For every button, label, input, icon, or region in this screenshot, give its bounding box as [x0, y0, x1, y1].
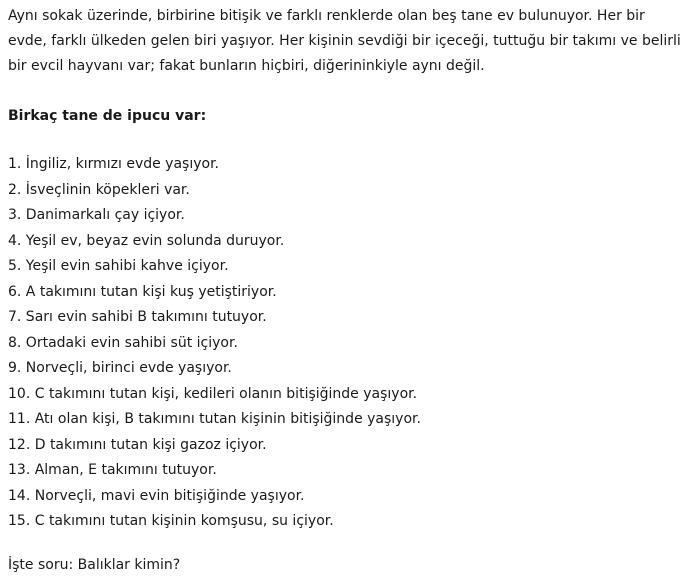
question-text: İşte soru: Balıklar kimin?	[8, 556, 181, 573]
clue-item: 8. Ortadaki evin sahibi süt içiyor.	[8, 334, 238, 351]
clue-item: 7. Sarı evin sahibi B takımını tutuyor.	[8, 309, 267, 325]
clue-item: 1. İngiliz, kırmızı evde yaşıyor.	[8, 156, 220, 172]
clue-item: 13. Alman, E takımını tutuyor.	[8, 462, 217, 478]
clues-list	[8, 152, 682, 535]
clue-item: 15. C takımını tutan kişinin komşusu, su içiyor.	[8, 513, 334, 529]
clue-item: 3. Danimarkalı çay içiyor.	[8, 207, 185, 223]
clue-item: 14. Norveçli, mavi evin bitişiğinde yaşıyor.	[8, 487, 305, 504]
clue-item: 12. D takımını tutan kişi gazoz içiyor.	[8, 436, 267, 453]
clue-item: 4. Yeşil ev, beyaz evin solunda duruyor.	[8, 232, 285, 249]
clue-item: 5. Yeşil evin sahibi kahve içiyor.	[8, 258, 229, 274]
clues-heading: Birkaç tane de ipucu var:	[8, 108, 207, 124]
clue-item: 11. Atı olan kişi, B takımını tutan kişinin bitişiğinde yaşıyor.	[8, 411, 421, 427]
clue-item: 6. A takımını tutan kişi kuş yetiştiriyor.	[8, 283, 277, 300]
clue-item: 10. C takımını tutan kişi, kedileri olanın bitişiğinde yaşıyor.	[8, 385, 418, 402]
clue-item: 9. Norveçli, birinci evde yaşıyor.	[8, 360, 232, 376]
clue-item: 2. İsveçlinin köpekleri var.	[8, 181, 190, 198]
intro-paragraph: Aynı sokak üzerinde, birbirine bitişik ve farklı renklerde olan beş tane ev bulunuyor. Her bir evde, farklı ülkeden gelen biri yaşıyor. Her kişinin sevdiği bir içeceği, tuttuğu bir takımı ve belirli bir evcil hayvanı var; fakat bunların hiçbiri, diğerininkiyle aynı değil.	[8, 8, 681, 74]
